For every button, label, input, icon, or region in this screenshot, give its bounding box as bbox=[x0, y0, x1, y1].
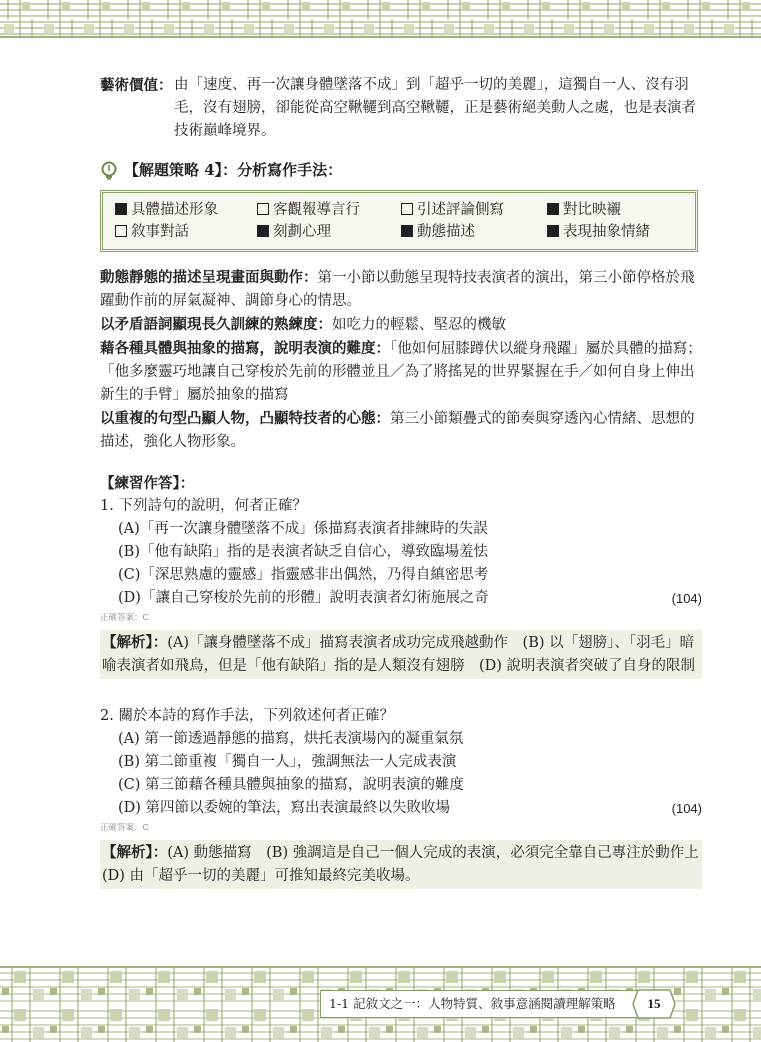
strategy-heading bbox=[100, 159, 702, 182]
question-option-text: (D) 第四節以委婉的筆法，寫出表演最終以失敗收場 bbox=[118, 800, 451, 816]
correct-answer: 正確答案：C bbox=[100, 612, 149, 622]
technique-option-label: 對比映襯 bbox=[563, 202, 621, 218]
page-content bbox=[100, 74, 714, 889]
question-stem: 2. 關於本詩的寫作手法，下列敘述何者正確？ bbox=[100, 708, 394, 724]
technique-option bbox=[115, 199, 257, 221]
technique-option-label: 表現抽象情緒 bbox=[563, 224, 650, 240]
question-option bbox=[100, 797, 702, 820]
technique-option-label: 動態描述 bbox=[417, 224, 475, 240]
explanation-text: (A)「讓身體墜落不成」描寫表演者成功完成飛越動作 (B) 以「翅膀」、「羽毛」暗喻表演者如飛鳥，但是「他有缺陷」指的是人類沒有翅膀 (D) 說明表演者突破了自身的限制 bbox=[102, 635, 696, 674]
question-option bbox=[100, 751, 702, 774]
page-number: 15 bbox=[647, 996, 661, 1011]
explanation-block bbox=[100, 840, 714, 889]
technique-option bbox=[401, 221, 547, 243]
technique-option-label: 具體描述形象 bbox=[131, 202, 218, 218]
exam-year: (104) bbox=[671, 801, 702, 816]
analysis-paragraph bbox=[100, 313, 702, 337]
strategy-title: 【解題策略 4】：分析寫作手法： bbox=[124, 161, 343, 179]
question-stem: 1. 下列詩句的說明，何者正確？ bbox=[100, 498, 307, 514]
art-value-text: 由「速度、再一次讓身體墜落不成」到「超乎一切的美麗」，這獨自一人、沒有羽毛，沒有翅膀，卻能從高空鞦韆到高空鞦韆，正是藝術絕美動人之處，也是表演者技術巔峰境界。 bbox=[174, 77, 696, 139]
unchecked-box-icon bbox=[401, 203, 413, 215]
art-value-paragraph bbox=[100, 74, 702, 143]
technique-option bbox=[547, 221, 687, 243]
question-option-text: (B)「他有缺陷」指的是表演者缺乏自信心，導致臨場羞怯 bbox=[118, 544, 488, 560]
analysis-paragraph bbox=[100, 266, 702, 313]
explanation-block bbox=[100, 630, 702, 679]
lightbulb-icon bbox=[100, 161, 118, 181]
analysis-section bbox=[100, 266, 702, 454]
analysis-heading: 動態靜態的描述呈現畫面與動作： bbox=[100, 269, 318, 286]
question-option-text: (C)「深思熟慮的靈感」指靈感非出偶然，乃得自縝密思考 bbox=[118, 567, 489, 583]
technique-option-label: 客觀報導言行 bbox=[273, 202, 360, 218]
technique-option bbox=[547, 199, 687, 221]
checked-box-icon bbox=[115, 203, 127, 215]
question-option bbox=[100, 774, 702, 797]
question-option-text: (A)「再一次讓身體墜落不成」係描寫表演者排練時的失誤 bbox=[118, 521, 488, 537]
analysis-text: 第三小節類疊式的節奏與穿透內心情緒、思想的描述，強化人物形象。 bbox=[100, 411, 695, 450]
questions-section bbox=[100, 495, 714, 889]
question-option-text: (A) 第一節透過靜態的描寫，烘托表演場內的凝重氣氛 bbox=[118, 731, 464, 747]
question-option bbox=[100, 564, 702, 587]
correct-answer: 正確答案：C bbox=[100, 822, 149, 832]
analysis-heading: 藉各種具體與抽象的描寫，說明表演的難度： bbox=[100, 340, 390, 357]
question-option-text: (D)「讓自己穿梭於先前的形體」說明表演者幻術施展之奇 bbox=[118, 590, 489, 606]
analysis-text: 如吃力的輕鬆、堅忍的機敏 bbox=[332, 317, 506, 333]
checked-box-icon bbox=[547, 225, 559, 237]
spacer bbox=[100, 679, 702, 705]
checked-box-icon bbox=[401, 225, 413, 237]
technique-checkbox-box bbox=[100, 190, 698, 252]
explanation-label: 【解析】： bbox=[102, 844, 168, 861]
analysis-paragraph bbox=[100, 337, 702, 407]
analysis-text: 第一小節以動態呈現特技表演者的演出，第三小節停格於飛躍動作前的屏氣凝神、調節身心的情思。 bbox=[100, 270, 695, 309]
top-pattern-band bbox=[0, 0, 761, 38]
explanation-text: (A) 動態描寫 (B) 強調這是自己一個人完成的表演，必須完全靠自己專注於動作上 (D) 由「超乎一切的美麗」可推知最終完美收場。 bbox=[102, 845, 714, 884]
technique-option-label: 敘事對話 bbox=[131, 224, 189, 240]
question-option bbox=[100, 728, 702, 751]
analysis-heading: 以重複的句型凸顯人物，凸顯特技者的心態： bbox=[100, 410, 390, 427]
practice-title: 【練習作答】： bbox=[100, 475, 195, 492]
technique-option-label: 刻劃心理 bbox=[273, 224, 331, 240]
explanation-label: 【解析】： bbox=[102, 634, 168, 651]
analysis-paragraph bbox=[100, 407, 702, 454]
question-option bbox=[100, 541, 702, 564]
technique-option bbox=[257, 199, 401, 221]
footer-chapter-title: 1-1 記敘文之一：人物特質、敘事意涵閱讀理解策略 bbox=[320, 990, 652, 1018]
technique-option-label: 引述評論側寫 bbox=[417, 202, 504, 218]
top-pattern-svg bbox=[0, 0, 761, 38]
unchecked-box-icon bbox=[257, 203, 269, 215]
technique-grid bbox=[115, 199, 683, 243]
question-option bbox=[100, 587, 702, 610]
question-option-text: (B) 第二節重複「獨自一人」，強調無法一人完成表演 bbox=[118, 754, 457, 770]
analysis-heading: 以矛盾語詞顯現長久訓練的熟練度： bbox=[100, 316, 332, 333]
analysis-text: 「他如何屈膝蹲伏以縱身飛躍」屬於具體的描寫；「他多麼靈巧地讓自己穿梭於先前的形體並且／為了將搖晃的世界緊握在手／如何自身上伸出新生的手臂」屬於抽象的描寫 bbox=[100, 341, 702, 403]
question-option bbox=[100, 518, 702, 541]
question-option-text: (C) 第三節藉各種具體與抽象的描寫，說明表演的難度 bbox=[118, 777, 465, 793]
unchecked-box-icon bbox=[115, 225, 127, 237]
technique-option bbox=[115, 221, 257, 243]
checked-box-icon bbox=[257, 225, 269, 237]
exam-year: (104) bbox=[671, 591, 702, 606]
checked-box-icon bbox=[547, 203, 559, 215]
art-value-label: 藝術價值 ： bbox=[100, 74, 173, 97]
technique-option bbox=[401, 199, 547, 221]
technique-option bbox=[257, 221, 401, 243]
